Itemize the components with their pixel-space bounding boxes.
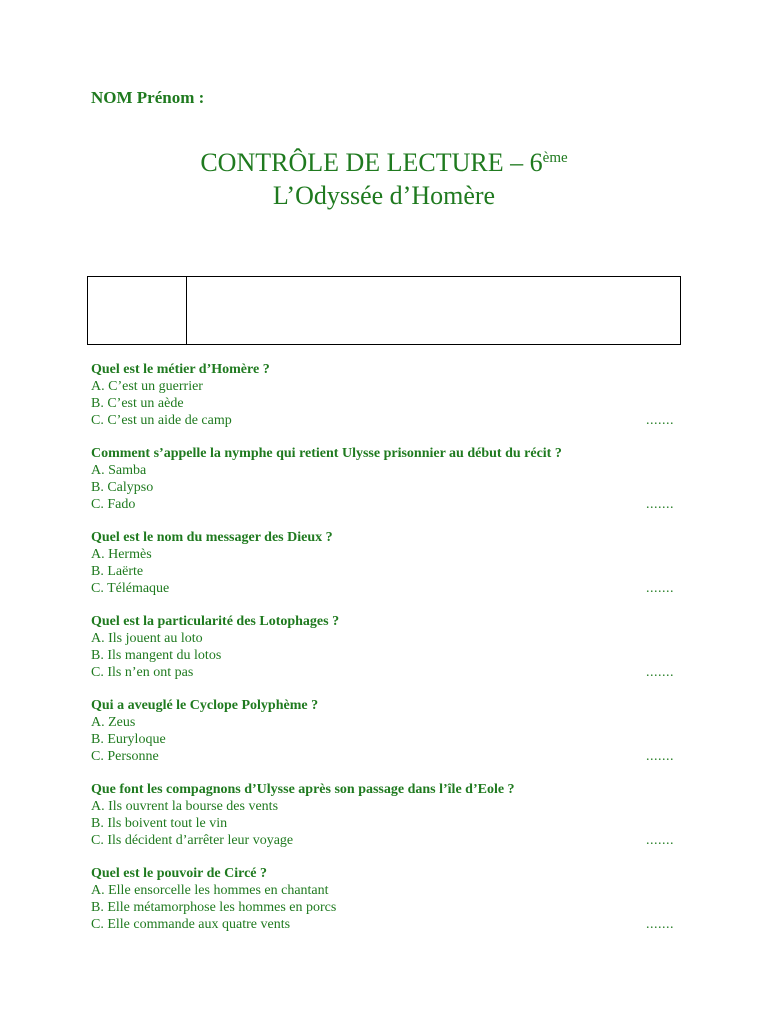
question-text: Quel est le métier d’Homère ? — [91, 362, 270, 377]
name-label: NOM Prénom : — [91, 88, 205, 107]
option-c: C. Ils n’en ont pas — [91, 665, 194, 680]
question-text: Quel est le nom du messager des Dieux ? — [91, 530, 333, 545]
option-b: B. Calypso — [91, 480, 154, 495]
question-list — [91, 361, 676, 949]
option-b: B. C’est un aède — [91, 396, 184, 411]
question-text: Quel est la particularité des Lotophages ? — [91, 614, 340, 629]
option-c: C. C’est un aide de camp — [91, 413, 232, 428]
question-text: Qui a aveuglé le Cyclope Polyphème ? — [91, 698, 319, 713]
option-c: C. Personne — [91, 749, 159, 764]
option-c: C. Télémaque — [91, 581, 170, 596]
answer-blank[interactable]: ....... — [646, 413, 674, 428]
answer-blank[interactable]: ....... — [646, 497, 674, 512]
question-text: Que font les compagnons d’Ulysse après son passage dans l’île d’Eole ? — [91, 782, 515, 797]
question-text: Quel est le pouvoir de Circé ? — [91, 866, 268, 881]
option-c: C. Elle commande aux quatre vents — [91, 917, 291, 932]
question-text: Comment s’appelle la nymphe qui retient Ulysse prisonnier au début du récit ? — [91, 446, 562, 461]
option-c-row — [91, 832, 676, 849]
subtitle: L’Odyssée d’Homère — [272, 181, 496, 210]
question-7 — [91, 865, 676, 933]
answer-blank[interactable]: ....... — [646, 749, 674, 764]
option-c-row — [91, 580, 676, 597]
option-c-row — [91, 412, 676, 429]
question-1 — [91, 361, 676, 429]
comment-cell[interactable] — [187, 277, 680, 344]
question-6 — [91, 781, 676, 849]
option-a: A. C’est un guerrier — [91, 379, 203, 394]
option-a: A. Ils jouent au loto — [91, 631, 203, 646]
title-main: CONTRÔLE DE LECTURE – 6 — [200, 148, 543, 177]
option-a: A. Hermès — [91, 547, 152, 562]
title-line-1 — [0, 146, 768, 179]
question-5 — [91, 697, 676, 765]
option-a: A. Elle ensorcelle les hommes en chantant — [91, 883, 329, 898]
option-b: B. Euryloque — [91, 732, 166, 747]
option-a: A. Zeus — [91, 715, 136, 730]
option-b: B. Ils mangent du lotos — [91, 648, 222, 663]
option-b: B. Laërte — [91, 564, 144, 579]
answer-blank[interactable]: ....... — [646, 581, 674, 596]
title-block — [0, 146, 768, 212]
answer-blank[interactable]: ....... — [646, 917, 674, 932]
answer-blank[interactable]: ....... — [646, 833, 674, 848]
option-c-row — [91, 916, 676, 933]
option-b: B. Elle métamorphose les hommes en porcs — [91, 900, 337, 915]
answer-blank[interactable]: ....... — [646, 665, 674, 680]
question-3 — [91, 529, 676, 597]
option-c: C. Ils décident d’arrêter leur voyage — [91, 833, 294, 848]
grade-box — [87, 276, 681, 345]
grade-cell[interactable] — [88, 277, 187, 344]
question-2 — [91, 445, 676, 513]
option-c: C. Fado — [91, 497, 136, 512]
option-c-row — [91, 496, 676, 513]
option-a: A. Ils ouvrent la bourse des vents — [91, 799, 279, 814]
option-b: B. Ils boivent tout le vin — [91, 816, 228, 831]
question-4 — [91, 613, 676, 681]
option-c-row — [91, 748, 676, 765]
option-c-row — [91, 664, 676, 681]
title-superscript: ème — [542, 150, 568, 166]
option-a: A. Samba — [91, 463, 147, 478]
